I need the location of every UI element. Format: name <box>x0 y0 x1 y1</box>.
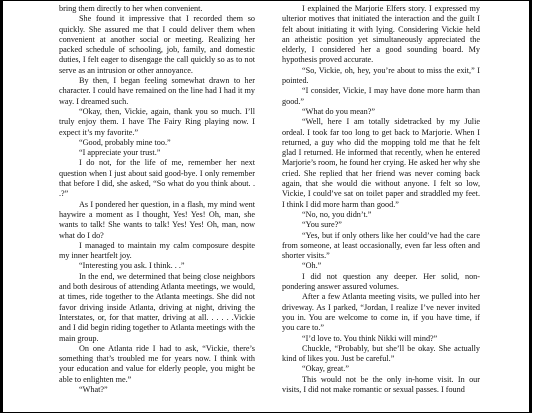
paragraph: “I appreciate your trust.” <box>79 148 161 158</box>
paragraph: After a few Atlanta meeting visits, we pulled into her driveway. As I parked, “Jordan, I realize I’ve never invited you in. You are welcome to come in, if you have time, if you care to.” <box>282 292 480 333</box>
paragraph: “Well, here I am totally sidetracked by my Julie ordeal. I took far too long to get back to Marjorie. When I returned, a guy who did the mopping told me that he felt glad I returned. He informed that recently, when he entered Marjorie’s room, he found her crying. He asked her why she cried. She replied that her friend was never coming back again, that she would die without anyone. I felt so low, Vickie, I could’ve sat on toilet paper and straddled my feet. I think I did more harm than good.” <box>282 117 480 209</box>
paragraph: “Interesting you ask. I think. . .” <box>79 261 185 271</box>
paragraph: This would not be the only in-home visit. In our visits, I did not make romantic or sexual passes. I found <box>282 374 480 394</box>
paragraph: I managed to maintain my calm composure despite my inner heartfelt joy. <box>59 240 255 261</box>
paragraph: bring them directly to her when convenient. <box>59 4 203 13</box>
paragraph: Chuckle, “Probably, but she’ll be okay. She actually kind of likes you. Just be careful.” <box>282 343 480 364</box>
paragraph: On one Atlanta ride I had to ask, “Vickie, there’s something that’s troubled me for years now. I think with your education and value for elderly people, you might be able to enlighten me.” <box>59 343 255 384</box>
paragraph: “What?” <box>79 384 108 394</box>
paragraph: I do not, for the life of me, remember her next question when I just about said good-bye. I only remember that before I did, she asked, “So what do you think about. . .?” <box>59 158 255 199</box>
paragraph: “Okay, then, Vickie, again, thank you so much. I’ll truly enjoy them. I have The Fairy Ring playing now. I expect it’s my favorite.” <box>59 106 255 137</box>
right-text-column <box>282 4 480 395</box>
right-border <box>529 1 531 412</box>
paragraph: “What do you mean?” <box>302 106 375 116</box>
paragraph: “Okay, great.” <box>302 364 349 374</box>
paragraph: As I pondered her question, in a flash, my mind went haywire a moment as I thought, Yes! Yes! Oh, man, she wants to talk! She wants to talk! Yes! Yes! Oh, man, now what do I do? <box>59 199 255 240</box>
paragraph: “I’d love to. You think Nikki will mind?” <box>302 333 438 343</box>
paragraph: “Good, probably mine too.” <box>79 137 171 147</box>
paragraph: She found it impressive that I recorded them so quickly. She assured me that I could deliver them when convenient at another social or meeting. Realizing her packed schedule of schooling, job, family, and domestic duties, I felt eager to disengage the call quickly so as to not serve as an intrusion or other annoyance. <box>59 14 255 75</box>
paragraph: “You sure?” <box>302 220 342 230</box>
left-border <box>1 1 3 412</box>
paragraph: By then, I began feeling somewhat drawn to her character. I could have remained on the line had I had it my way. I dreamed such. <box>59 76 255 106</box>
paragraph: “I consider, Vickie, I may have done more harm than good.” <box>282 86 480 106</box>
paragraph: “So, Vickie, oh, hey, you’re about to miss the exit,” I pointed. <box>282 65 480 86</box>
left-text-column <box>59 4 255 395</box>
paragraph: I explained the Marjorie Elfers story. I expressed my ulterior motives that initiated the interaction and the guilt I felt about initiating it with lying. Considering Vickie held an atheistic position yet simultaneously appreciated the elderly, I considered her a good sounding board. My hypothesis proved accurate. <box>282 4 480 65</box>
paragraph: In the end, we determined that being close neighbors and both desirous of attending Atlanta meetings, we would, at times, ride together to the Atlanta meetings. She did not favor driving inside Atlanta, driving at night, driving the Interstates, or, for that matter, driving at all. . . . . .Vickie and I did begin riding together to Atlanta meetings with the main group. <box>59 271 255 343</box>
paragraph: “No, no, you didn’t.” <box>302 209 372 219</box>
paragraph: I did not question any deeper. Her solid, non-pondering answer assured volumes. <box>282 271 480 292</box>
paragraph: “Oh.” <box>302 261 322 271</box>
paragraph: “Yes, but if only others like her could’ve had the care from someone, at least occasionally, even far less often and shorter visits.” <box>282 230 480 261</box>
